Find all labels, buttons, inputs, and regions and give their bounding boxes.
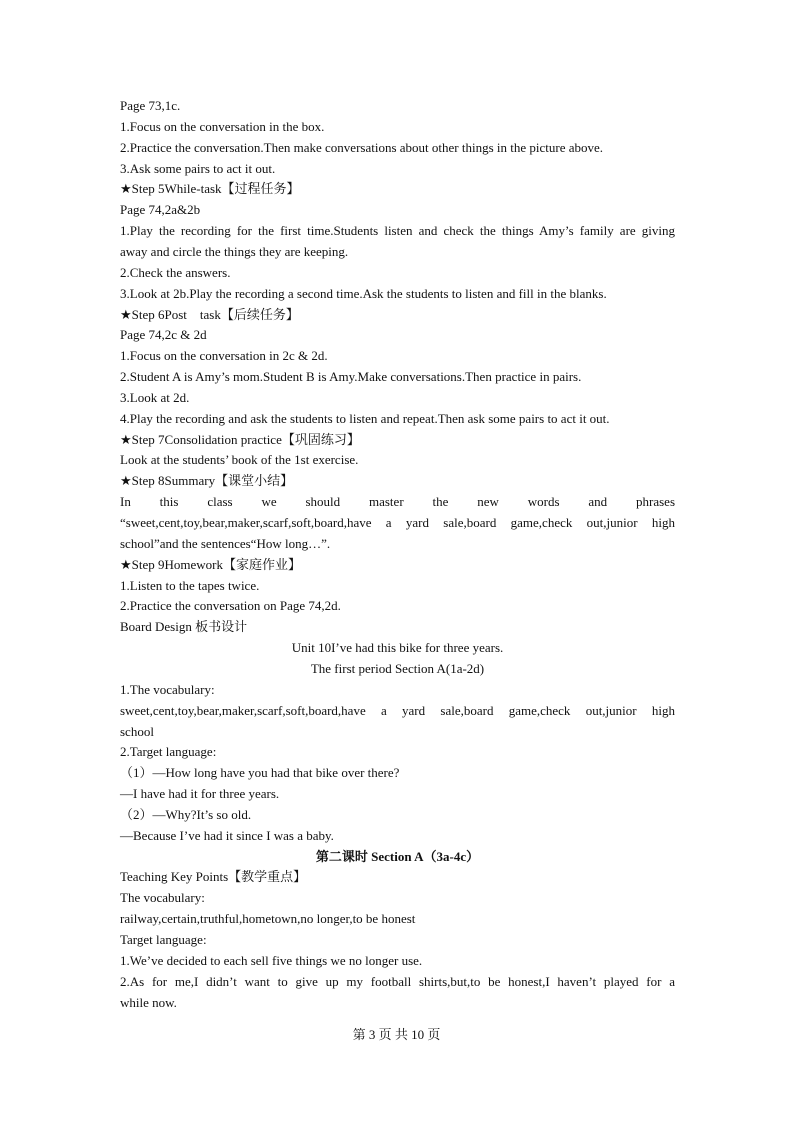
line-text: 1.The vocabulary: — [120, 681, 215, 697]
text-line — [120, 348, 675, 364]
line-text: away and circle the things they are keeping. — [120, 243, 349, 259]
line-text: Unit 10I’ve had this bike for three years. — [291, 640, 504, 656]
text-line — [120, 286, 675, 302]
line-text: （1）—How long have you had that bike over there? — [120, 765, 400, 781]
text-line — [120, 411, 675, 427]
text-line — [120, 953, 675, 969]
centered-line — [120, 849, 675, 865]
text-line — [120, 890, 675, 906]
line-text: —I have had it for three years. — [120, 786, 280, 802]
text-line — [120, 119, 675, 135]
line-text: 2.Practice the conversation on Page 74,2d. — [120, 598, 341, 614]
line-text: 2.Target language: — [120, 744, 217, 760]
line-text: 1.We’ve decided to each sell five things we no longer use. — [120, 952, 423, 968]
line-text: 2.Student A is Amy’s mom.Student B is Amy.Make conversations.Then practice in pairs. — [120, 369, 582, 385]
text-line — [120, 995, 675, 1011]
text-line — [120, 536, 675, 552]
text-line — [120, 140, 675, 156]
step-heading — [120, 181, 675, 198]
page-footer: 第 3 页 共 10 页 — [352, 1027, 441, 1042]
star-icon: ★ — [120, 307, 132, 323]
step-heading — [120, 432, 675, 449]
line-text: 2.Check the answers. — [120, 264, 231, 280]
line-text: Step 8Summary【课堂小结】 — [131, 473, 294, 489]
star-icon: ★ — [120, 432, 132, 448]
line-text: In this class we should master the new words and phrases — [120, 494, 675, 510]
line-text: 2.Practice the conversation.Then make conversations about other things in the picture above. — [120, 139, 604, 155]
star-icon: ★ — [120, 557, 132, 573]
text-line — [120, 223, 675, 239]
line-text: 2.As for me,I didn’t want to give up my football shirts,but,to be honest,I haven’t played for a — [120, 973, 675, 989]
centered-line — [120, 661, 675, 677]
text-line — [120, 452, 675, 468]
line-text: 4.Play the recording and ask the students to listen and repeat.Then ask some pairs to act it out. — [120, 410, 610, 426]
text-line — [120, 369, 675, 385]
line-text: school”and the sentences“How long…”. — [120, 535, 331, 551]
text-line — [120, 724, 675, 740]
line-text: The vocabulary: — [120, 890, 205, 906]
line-text: The first period Section A(1a-2d) — [310, 660, 485, 676]
text-line — [120, 869, 675, 885]
text-line — [120, 265, 675, 281]
line-text: while now. — [120, 994, 177, 1010]
line-text: Page 74,2a&2b — [120, 202, 201, 218]
line-text: Step 7Consolidation practice【巩固练习】 — [131, 431, 360, 447]
line-text: sweet,cent,toy,bear,maker,scarf,soft,board,have a yard sale,board game,check out,junior high — [120, 702, 675, 718]
step-heading — [120, 473, 675, 490]
text-line — [120, 786, 675, 802]
line-text: Board Design 板书设计 — [120, 619, 248, 635]
line-text: 第二课时 Section A（3a-4c） — [315, 848, 480, 864]
text-line — [120, 244, 675, 260]
text-line — [120, 828, 675, 844]
line-text: —Because I’ve had it since I was a baby. — [120, 827, 334, 843]
text-line — [120, 515, 675, 531]
line-text: Look at the students’ book of the 1st exercise. — [120, 452, 359, 468]
text-line — [120, 807, 675, 823]
line-text: （2）—Why?It’s so old. — [120, 806, 252, 822]
text-line — [120, 703, 675, 719]
text-line — [120, 578, 675, 594]
text-line — [120, 98, 675, 114]
text-line — [120, 911, 675, 927]
text-line — [120, 765, 675, 781]
line-text: school — [120, 723, 154, 739]
line-text: Teaching Key Points【教学重点】 — [120, 869, 307, 885]
text-line — [120, 744, 675, 760]
step-heading — [120, 307, 675, 324]
line-text: 1.Listen to the tapes twice. — [120, 577, 260, 593]
line-text: 1.Play the recording for the first time.Students listen and check the things Amy’s family are giving — [120, 223, 675, 239]
line-text: Target language: — [120, 932, 207, 947]
text-line — [120, 202, 675, 218]
line-text: “sweet,cent,toy,bear,maker,scarf,soft,board,have a yard sale,board game,check out,junior high — [120, 515, 675, 530]
line-text: Step 6Post task【后续任务】 — [131, 306, 299, 322]
line-text: railway,certain,truthful,hometown,no longer,to be honest — [120, 911, 416, 927]
text-line — [120, 390, 675, 406]
text-line — [120, 974, 675, 990]
line-text: 1.Focus on the conversation in the box. — [120, 118, 325, 134]
line-text: 3.Look at 2b.Play the recording a second time.Ask the students to listen and fill in the blanks. — [120, 285, 607, 301]
text-line — [120, 932, 675, 948]
line-text: 3.Look at 2d. — [120, 389, 190, 405]
line-text: Page 74,2c & 2d — [120, 327, 207, 343]
text-line — [120, 619, 675, 635]
line-text: 1.Focus on the conversation in 2c & 2d. — [120, 348, 328, 364]
line-text: Step 9Homework【家庭作业】 — [131, 556, 302, 572]
line-text: Page 73,1c. — [120, 98, 181, 113]
line-text: Step 5While-task【过程任务】 — [131, 181, 300, 197]
step-heading — [120, 557, 675, 574]
centered-line — [120, 640, 675, 656]
text-line — [120, 494, 675, 510]
text-line — [120, 598, 675, 614]
text-line — [120, 682, 675, 698]
text-line — [120, 161, 675, 177]
star-icon: ★ — [120, 182, 132, 198]
star-icon: ★ — [120, 474, 132, 490]
line-text: 3.Ask some pairs to act it out. — [120, 160, 276, 176]
text-line — [120, 327, 675, 343]
